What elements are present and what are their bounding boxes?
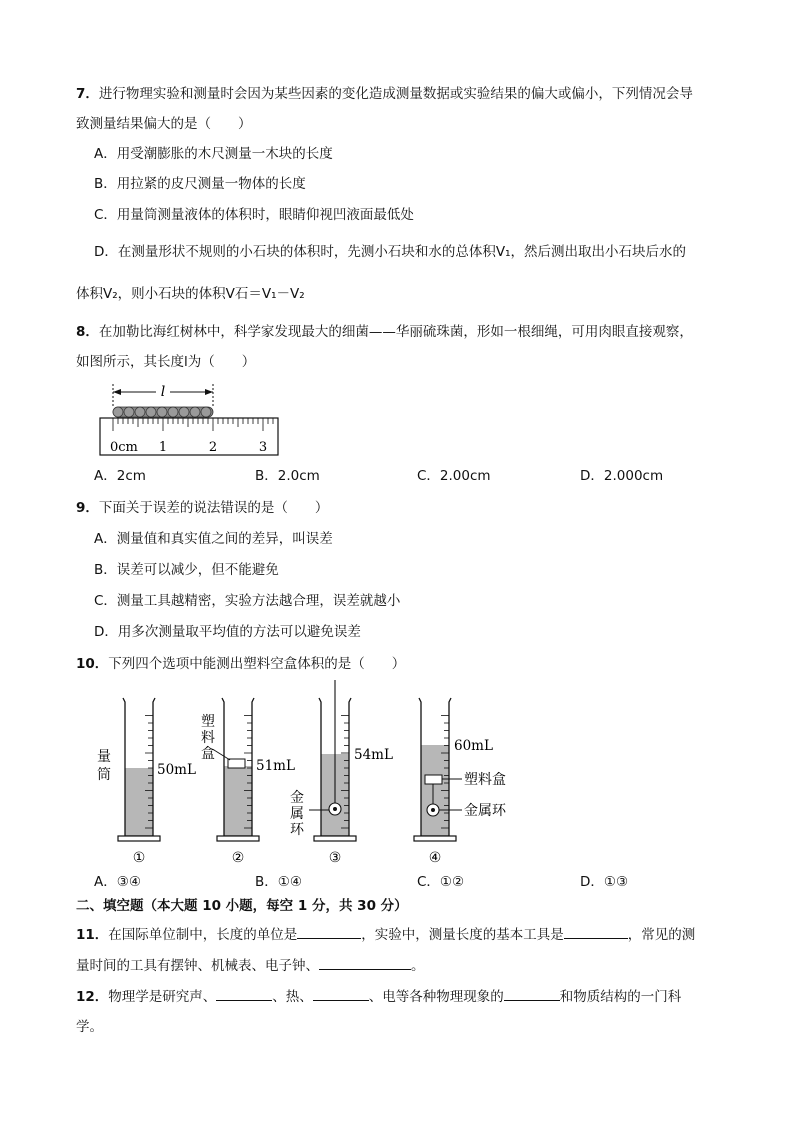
cylinder1-label-2: 筒 bbox=[97, 767, 111, 783]
q9-number: 9． bbox=[76, 500, 99, 516]
q10-number: 10． bbox=[76, 656, 109, 672]
q10-options bbox=[94, 872, 734, 892]
cylinder3-label-2: 属 bbox=[290, 806, 304, 822]
q12-blank-3[interactable] bbox=[504, 986, 560, 1001]
section-title: 二、填空题（本大题 10 小题，每空 1 分，共 30 分） bbox=[76, 898, 408, 914]
q9-option-b[interactable]: B．误差可以减少，但不能避免 bbox=[94, 562, 279, 578]
q12-blank-2[interactable] bbox=[313, 986, 369, 1001]
cylinders-figure bbox=[90, 680, 530, 870]
cylinder1-label-1: 量 bbox=[97, 749, 111, 765]
q9-stem: 9．下面关于误差的说法错误的是（ ） bbox=[76, 500, 329, 516]
length-label: l bbox=[160, 384, 166, 400]
cylinder1-reading: 50mL bbox=[157, 762, 196, 778]
bacterium-chain bbox=[113, 407, 213, 417]
cylinder3-label-1: 金 bbox=[290, 790, 304, 806]
q10-option-a[interactable]: A．③④ bbox=[94, 874, 141, 890]
q8-option-c[interactable]: C．2.00cm bbox=[417, 468, 491, 484]
cylinder2-reading: 51mL bbox=[256, 758, 295, 774]
q8-option-b[interactable]: B．2.0cm bbox=[255, 468, 320, 484]
cylinder4-caption: ④ bbox=[428, 850, 442, 866]
q12-line1: 12．物理学是研究声、 、热、 、电等各种物理现象的 和物质结构的一门科 bbox=[76, 986, 681, 1007]
q10-option-b[interactable]: B．①④ bbox=[255, 874, 302, 890]
cylinder3-reading: 54mL bbox=[354, 747, 393, 763]
q10-option-c[interactable]: C．①② bbox=[417, 874, 465, 890]
cylinder4-box-label: 塑料盒 bbox=[464, 772, 506, 788]
q11-line2: 量时间的工具有摆钟、机械表、电子钟、 。 bbox=[76, 955, 425, 976]
cylinder4-ring-label: 金属环 bbox=[464, 803, 506, 819]
cylinder-3 bbox=[290, 680, 393, 866]
q8-option-d[interactable]: D．2.000cm bbox=[580, 468, 664, 484]
cylinder2-label-3: 盒 bbox=[201, 746, 215, 762]
q11-blank-3[interactable] bbox=[319, 955, 411, 970]
ruler-label-2: 2 bbox=[208, 440, 218, 455]
q7-stem-line2: 致测量结果偏大的是（ ） bbox=[76, 116, 252, 132]
q12-line2: 学。 bbox=[76, 1019, 103, 1035]
q12-blank-1[interactable] bbox=[216, 986, 272, 1001]
q7-number: 7． bbox=[76, 86, 99, 102]
cylinder2-label-2: 料 bbox=[201, 730, 215, 746]
q11-blank-1[interactable] bbox=[297, 924, 361, 939]
q7-stem-line1: 7．进行物理实验和测量时会因为某些因素的变化造成测量数据或实验结果的偏大或偏小，下列情况会导 bbox=[76, 86, 693, 102]
q11-number: 11． bbox=[76, 927, 109, 943]
q10-option-d[interactable]: D．①③ bbox=[580, 874, 629, 890]
ruler-label-0: 0cm bbox=[110, 440, 138, 455]
plastic-box bbox=[228, 759, 245, 768]
cylinder-4 bbox=[414, 698, 507, 866]
q11-line1: 11．在国际单位制中，长度的单位是 ，实验中，测量长度的基本工具是 ，常见的测 bbox=[76, 924, 695, 945]
q8-option-a[interactable]: A．2cm bbox=[94, 468, 146, 484]
q8-stem-line2: 如图所示，其长度l为（ ） bbox=[76, 354, 256, 370]
q8-stem-line1: 8．在加勒比海红树林中，科学家发现最大的细菌——华丽硫珠菌，形如一根细绳，可用肉眼直接观察， bbox=[76, 324, 693, 340]
q10-stem: 10．下列四个选项中能测出塑料空盒体积的是（ ） bbox=[76, 656, 406, 672]
ruler-figure bbox=[96, 378, 286, 458]
q9-option-d[interactable]: D．用多次测量取平均值的方法可以避免误差 bbox=[94, 624, 361, 640]
ruler-label-3: 3 bbox=[258, 440, 268, 455]
cylinder-2 bbox=[201, 698, 295, 866]
q8-options bbox=[94, 466, 734, 486]
cylinder-1 bbox=[97, 698, 196, 866]
cylinder4-reading: 60mL bbox=[454, 738, 493, 754]
cylinder1-caption: ① bbox=[132, 850, 146, 866]
q7-option-a[interactable]: A．用受潮膨胀的木尺测量一木块的长度 bbox=[94, 146, 333, 162]
q7-option-c[interactable]: C．用量筒测量液体的体积时，眼睛仰视凹液面最低处 bbox=[94, 207, 414, 223]
cylinder3-label-3: 环 bbox=[290, 822, 304, 838]
q12-number: 12． bbox=[76, 989, 109, 1005]
cylinder2-label-1: 塑 bbox=[201, 714, 215, 730]
q7-option-b[interactable]: B．用拉紧的皮尺测量一物体的长度 bbox=[94, 176, 306, 192]
cylinder3-caption: ③ bbox=[328, 850, 342, 866]
q8-number: 8． bbox=[76, 324, 99, 340]
q7-option-d-line1[interactable]: D．在测量形状不规则的小石块的体积时，先测小石块和水的总体积V₁，然后测出取出小石块后水的 bbox=[94, 244, 687, 260]
q9-option-a[interactable]: A．测量值和真实值之间的差异，叫误差 bbox=[94, 531, 333, 547]
cylinder2-caption: ② bbox=[231, 850, 245, 866]
q11-blank-2[interactable] bbox=[564, 924, 628, 939]
q7-option-d-line2: 体积V₂，则小石块的体积V石＝V₁－V₂ bbox=[76, 286, 305, 302]
q9-option-c[interactable]: C．测量工具越精密，实验方法越合理，误差就越小 bbox=[94, 593, 401, 609]
ruler-label-1: 1 bbox=[158, 440, 168, 455]
plastic-box-4 bbox=[425, 775, 442, 784]
